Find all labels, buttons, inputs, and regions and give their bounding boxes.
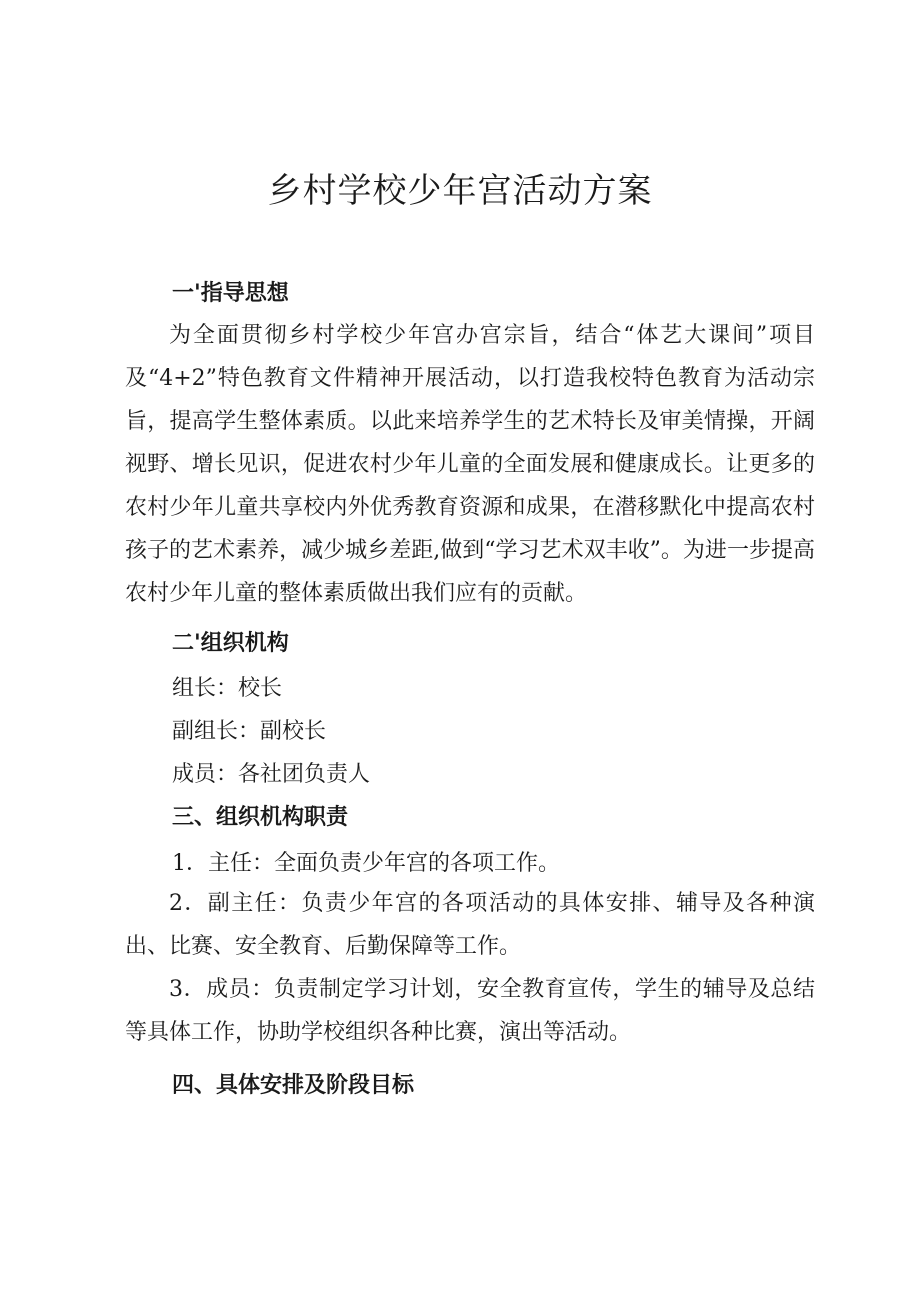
responsibility-item: 2．副主任：负责少年宫的各项活动的具体安排、辅导及各种演出、比赛、安全教育、后勤保障等工作。	[125, 891, 815, 959]
responsibility-item: 1．主任：全面负责少年宫的各项工作。	[172, 851, 560, 876]
section-heading-guiding-ideology: 一'指导思想	[172, 281, 289, 306]
org-leader-line: 组长：校长	[172, 676, 283, 701]
section-heading-responsibilities: 三、组织机构职责	[172, 805, 349, 830]
responsibility-item: 3．成员：负责制定学习计划，安全教育宣传，学生的辅导及总结等具体工作，协助学校组织各种比赛，演出等活动。	[125, 977, 815, 1045]
section-heading-organization: 二'组织机构	[172, 631, 289, 656]
org-members-line: 成员：各社团负责人	[172, 762, 371, 787]
section-paragraph-guiding-ideology: 为全面贯彻乡村学校少年宫办宫宗旨，结合“体艺大课间”项目及“4+2”特色教育文件精神开展活动，以打造我校特色教育为活动宗旨，提高学生整体素质。以此来培养学生的艺术特长及审美情操，开阔视野、增长见识，促进农村少年儿童的全面发展和健康成长。让更多的农村少年儿童共享校内外优秀教育资源和成果，在潜移默化中提高农村孩子的艺术素养，减少城乡差距,做到“学习艺术双丰收”。为进一步提高农村少年儿童的整体素质做出我们应有的贡献。	[125, 323, 815, 606]
document-title: 乡村学校少年宫活动方案	[267, 171, 653, 211]
org-deputy-leader-line: 副组长：副校长	[172, 719, 327, 744]
section-heading-schedule: 四、具体安排及阶段目标	[172, 1073, 415, 1098]
